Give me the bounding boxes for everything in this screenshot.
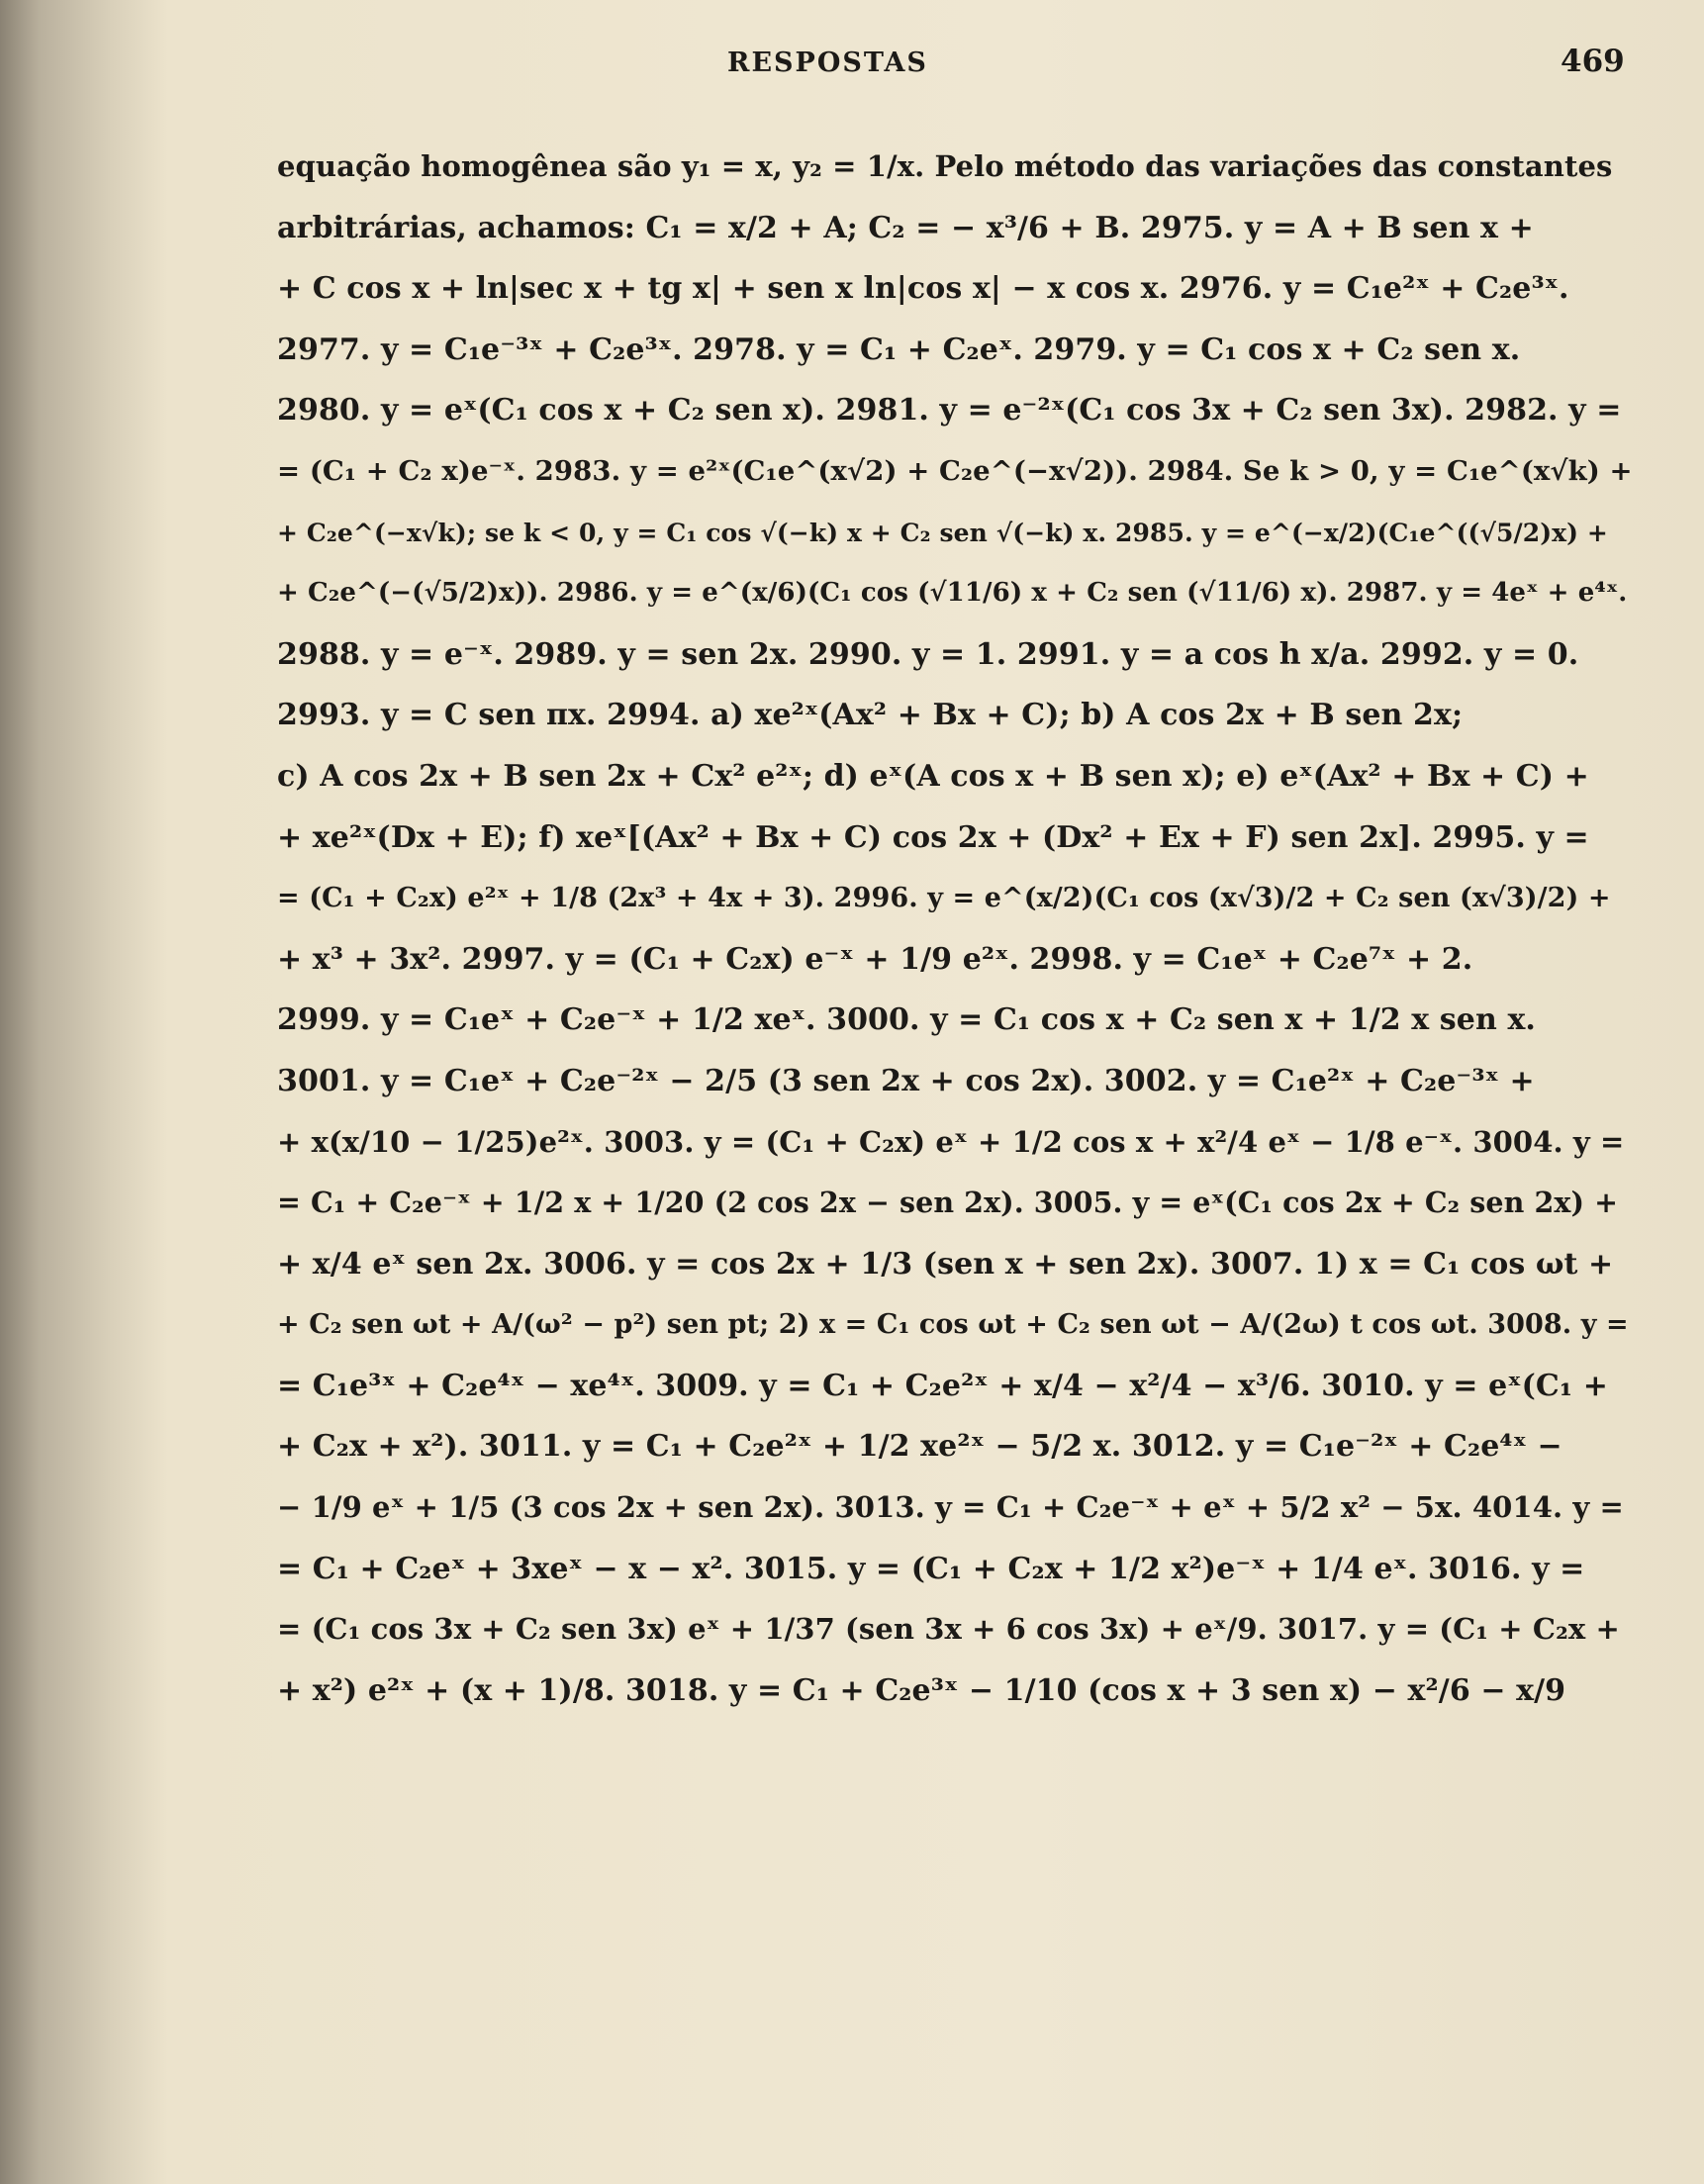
text-line: c) A cos 2x + B sen 2x + Cx² e²ˣ; d) eˣ(A cos x + B sen x); e) eˣ(Ax² + Bx + C) +	[277, 758, 1589, 794]
text-line: 2993. y = C sen πx. 2994. a) xe²ˣ(Ax² + Bx + C); b) A cos 2x + B sen 2x;	[277, 698, 1464, 733]
text-line: = C₁e³ˣ + C₂e⁴ˣ − xe⁴ˣ. 3009. y = C₁ + C₂e²ˣ + x/4 − x²/4 − x³/6. 3010. y = eˣ(C₁ +	[277, 1368, 1608, 1403]
text-line: = C₁ + C₂e⁻ˣ + 1/2 x + 1/20 (2 cos 2x − sen 2x). 3005. y = eˣ(C₁ cos 2x + C₂ sen 2x) +	[277, 1186, 1619, 1220]
text-line: 2980. y = eˣ(C₁ cos x + C₂ sen x). 2981. y = e⁻²ˣ(C₁ cos 3x + C₂ sen 3x). 2982. y =	[277, 393, 1622, 428]
text-line: = (C₁ cos 3x + C₂ sen 3x) eˣ + 1/37 (sen 3x + 6 cos 3x) + eˣ/9. 3017. y = (C₁ + C₂x +	[277, 1612, 1620, 1647]
text-line: + C₂x + x²). 3011. y = C₁ + C₂e²ˣ + 1/2 xe²ˣ − 5/2 x. 3012. y = C₁e⁻²ˣ + C₂e⁴ˣ −	[277, 1429, 1562, 1465]
text-line: arbitrárias, achamos: C₁ = x/2 + A; C₂ = − x³/6 + B. 2975. y = A + B sen x +	[277, 210, 1534, 245]
page-number: 469	[1561, 44, 1625, 79]
text-line: 2999. y = C₁eˣ + C₂e⁻ˣ + 1/2 xeˣ. 3000. y = C₁ cos x + C₂ sen x + 1/2 x sen x.	[277, 1002, 1536, 1038]
text-line: 2988. y = e⁻ˣ. 2989. y = sen 2x. 2990. y = 1. 2991. y = a cos h x/a. 2992. y = 0.	[277, 636, 1579, 672]
text-line: + x²) e²ˣ + (x + 1)/8. 3018. y = C₁ + C₂e³ˣ − 1/10 (cos x + 3 sen x) − x²/6 − x/9	[277, 1672, 1566, 1708]
text-line: + xe²ˣ(Dx + E); f) xeˣ[(Ax² + Bx + C) cos 2x + (Dx² + Ex + F) sen 2x]. 2995. y =	[277, 819, 1589, 855]
text-line: + x³ + 3x². 2997. y = (C₁ + C₂x) e⁻ˣ + 1/9 e²ˣ. 2998. y = C₁eˣ + C₂e⁷ˣ + 2.	[277, 941, 1473, 977]
text-line: equação homogênea são y₁ = x, y₂ = 1/x. Pelo método das variações das constantes	[277, 149, 1613, 183]
page-header	[0, 44, 1704, 83]
text-line: 3001. y = C₁eˣ + C₂e⁻²ˣ − 2/5 (3 sen 2x + cos 2x). 3002. y = C₁e²ˣ + C₂e⁻³ˣ +	[277, 1063, 1535, 1098]
text-line: + x(x/10 − 1/25)e²ˣ. 3003. y = (C₁ + C₂x) eˣ + 1/2 cos x + x²/4 eˣ − 1/8 e⁻ˣ. 3004. y =	[277, 1124, 1625, 1159]
text-line: = (C₁ + C₂x) e²ˣ + 1/8 (2x³ + 4x + 3). 2996. y = e^(x/2)(C₁ cos (x√3)/2 + C₂ sen (x√3)/2) +	[277, 883, 1611, 914]
text-line: + C₂e^(−(√5/2)x)). 2986. y = e^(x/6)(C₁ cos (√11/6) x + C₂ sen (√11/6) x). 2987. y = 4eˣ + e⁴ˣ.	[277, 578, 1628, 609]
text-line: 2977. y = C₁e⁻³ˣ + C₂e³ˣ. 2978. y = C₁ + C₂eˣ. 2979. y = C₁ cos x + C₂ sen x.	[277, 332, 1521, 367]
text-line: − 1/9 eˣ + 1/5 (3 cos 2x + sen 2x). 3013. y = C₁ + C₂e⁻ˣ + eˣ + 5/2 x² − 5x. 4014. y =	[277, 1490, 1624, 1525]
text-line: + C cos x + ln|sec x + tg x| + sen x ln|cos x| − x cos x. 2976. y = C₁e²ˣ + C₂e³ˣ.	[277, 271, 1569, 307]
text-line: + C₂e^(−x√k); se k < 0, y = C₁ cos √(−k) x + C₂ sen √(−k) x. 2985. y = e^(−x/2)(C₁e^((√5/2)x) +	[277, 518, 1608, 547]
answers-text	[277, 137, 1633, 1721]
running-title: RESPOSTAS	[727, 47, 928, 78]
text-line: = (C₁ + C₂ x)e⁻ˣ. 2983. y = e²ˣ(C₁e^(x√2) + C₂e^(−x√2)). 2984. Se k > 0, y = C₁e^(x√k) +	[277, 454, 1633, 487]
text-line: = C₁ + C₂eˣ + 3xeˣ − x − x². 3015. y = (C₁ + C₂x + 1/2 x²)e⁻ˣ + 1/4 eˣ. 3016. y =	[277, 1551, 1585, 1586]
text-line: + x/4 eˣ sen 2x. 3006. y = cos 2x + 1/3 (sen x + sen 2x). 3007. 1) x = C₁ cos ωt +	[277, 1246, 1614, 1282]
text-line: + C₂ sen ωt + A/(ω² − p²) sen pt; 2) x = C₁ cos ωt + C₂ sen ωt − A/(2ω) t cos ωt. 3008. y =	[277, 1309, 1629, 1341]
